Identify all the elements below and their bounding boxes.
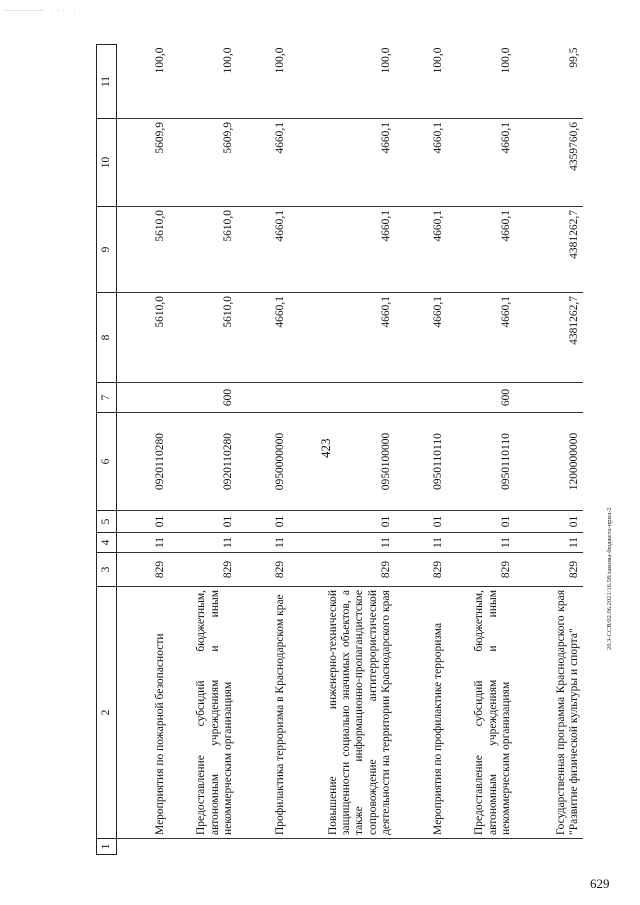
- plan-amount-cell: 4381262,7: [515, 207, 583, 293]
- subsection-cell: 01: [237, 511, 289, 533]
- execution-percent-cell: 100,0: [395, 45, 447, 119]
- table-row: [289, 45, 395, 855]
- expense-type-cell: [395, 383, 447, 413]
- header-cell: 9: [97, 207, 117, 293]
- row-index-cell: [289, 839, 395, 855]
- execution-percent-cell: 99,5: [515, 45, 583, 119]
- header-cell: 5: [97, 511, 117, 533]
- subsection-cell: 01: [515, 511, 583, 533]
- ministry-code-cell: 829: [395, 553, 447, 587]
- section-cell: 11: [395, 533, 447, 553]
- plan-amount-cell: 5610,0: [117, 207, 170, 293]
- target-article-cell: 1200000000: [515, 413, 583, 511]
- header-cell: 2: [97, 587, 117, 839]
- row-index-cell: [169, 839, 237, 855]
- ministry-code-cell: 829: [447, 553, 515, 587]
- table-row: [117, 45, 170, 855]
- expense-type-cell: 600: [169, 383, 237, 413]
- plan-amount-cell: 4660,1: [237, 207, 289, 293]
- section-cell: 11: [289, 533, 395, 553]
- execution-percent-cell: 100,0: [169, 45, 237, 119]
- header-cell: 11: [97, 45, 117, 119]
- executed-amount-cell: 5609,9: [169, 119, 237, 207]
- section-cell: 11: [117, 533, 170, 553]
- item-name-cell: Мероприятия по пожарной безопасности: [117, 587, 170, 839]
- header-cell: 4: [97, 533, 117, 553]
- item-name-cell: Мероприятия по профилактике терроризма: [395, 587, 447, 839]
- section-cell: 11: [237, 533, 289, 553]
- row-index-cell: [117, 839, 170, 855]
- plan-amount-cell: 5610,0: [169, 207, 237, 293]
- target-article-cell: 0950110110: [447, 413, 515, 511]
- execution-percent-cell: 100,0: [289, 45, 395, 119]
- ministry-code-cell: 829: [169, 553, 237, 587]
- header-cell: 8: [97, 293, 117, 383]
- section-cell: 11: [515, 533, 583, 553]
- table-row: [395, 45, 447, 855]
- table-header-row: [97, 45, 117, 855]
- expense-type-cell: [237, 383, 289, 413]
- expense-type-cell: [117, 383, 170, 413]
- scan-marks: ‒‒‒‒‒‒‒‒‒‒ · · · · · ·: [4, 8, 82, 14]
- executed-amount-cell: 5609,9: [117, 119, 170, 207]
- row-index-cell: [515, 839, 583, 855]
- approved-amount-cell: 4381262,7: [515, 293, 583, 383]
- execution-percent-cell: 100,0: [117, 45, 170, 119]
- section-cell: 11: [447, 533, 515, 553]
- document-footer-note: 20.3-ССВ/02.06.2021/16.58/законы-бюджета-прил-2: [606, 507, 613, 650]
- item-name-cell: Профилактика терроризма в Краснодарском крае: [237, 587, 289, 839]
- execution-percent-cell: 100,0: [447, 45, 515, 119]
- ministry-code-cell: 829: [237, 553, 289, 587]
- row-index-cell: [237, 839, 289, 855]
- header-cell: 10: [97, 119, 117, 207]
- approved-amount-cell: 5610,0: [117, 293, 170, 383]
- expense-type-cell: 600: [447, 383, 515, 413]
- header-cell: 6: [97, 413, 117, 511]
- target-article-cell: 0920110280: [117, 413, 170, 511]
- approved-amount-cell: 4660,1: [447, 293, 515, 383]
- expense-type-cell: [289, 383, 395, 413]
- target-article-cell: 0950100000: [289, 413, 395, 511]
- target-article-cell: 0950110110: [395, 413, 447, 511]
- row-index-cell: [447, 839, 515, 855]
- table-row: [169, 45, 237, 855]
- execution-percent-cell: 100,0: [237, 45, 289, 119]
- target-article-cell: 0920110280: [169, 413, 237, 511]
- header-cell: 7: [97, 383, 117, 413]
- ministry-code-cell: 829: [117, 553, 170, 587]
- item-name-cell: Предоставление субсидий бюджетным, автономным учреждениям и иным некоммерческим организациям: [447, 587, 515, 839]
- target-article-cell: 0950000000: [237, 413, 289, 511]
- approved-amount-cell: 4660,1: [237, 293, 289, 383]
- ministry-code-cell: 829: [289, 553, 395, 587]
- header-cell: 1: [97, 839, 117, 855]
- subsection-cell: 01: [169, 511, 237, 533]
- expense-type-cell: [515, 383, 583, 413]
- subsection-cell: 01: [447, 511, 515, 533]
- page-number-bottom: 629: [590, 876, 610, 891]
- executed-amount-cell: 4359760,6: [515, 119, 583, 207]
- item-name-cell: Повышение инженерно-технической защищенности социально значимых объектов, а также информационно-пропагандистское сопровождение антитеррористической деятельности на территории Краснодарского края: [289, 587, 395, 839]
- row-index-cell: [395, 839, 447, 855]
- item-name-cell: Предоставление субсидий бюджетным, автономным учреждениям и иным некоммерческим организациям: [169, 587, 237, 839]
- item-name-cell: Государственная программа Краснодарского края "Развитие физической культуры и спорта": [515, 587, 583, 839]
- plan-amount-cell: 4660,1: [395, 207, 447, 293]
- ministry-code-cell: 829: [515, 553, 583, 587]
- page-number-top: 423: [318, 438, 333, 458]
- subsection-cell: 01: [289, 511, 395, 533]
- executed-amount-cell: 4660,1: [289, 119, 395, 207]
- table-row: [515, 45, 583, 855]
- plan-amount-cell: 4660,1: [447, 207, 515, 293]
- table-row: [237, 45, 289, 855]
- executed-amount-cell: 4660,1: [447, 119, 515, 207]
- plan-amount-cell: 4660,1: [289, 207, 395, 293]
- approved-amount-cell: 5610,0: [169, 293, 237, 383]
- executed-amount-cell: 4660,1: [395, 119, 447, 207]
- section-cell: 11: [169, 533, 237, 553]
- budget-table-container: [96, 45, 580, 855]
- table-row: [447, 45, 515, 855]
- approved-amount-cell: 4660,1: [289, 293, 395, 383]
- budget-table: [96, 44, 583, 855]
- subsection-cell: 01: [117, 511, 170, 533]
- header-cell: 3: [97, 553, 117, 587]
- executed-amount-cell: 4660,1: [237, 119, 289, 207]
- subsection-cell: 01: [395, 511, 447, 533]
- approved-amount-cell: 4660,1: [395, 293, 447, 383]
